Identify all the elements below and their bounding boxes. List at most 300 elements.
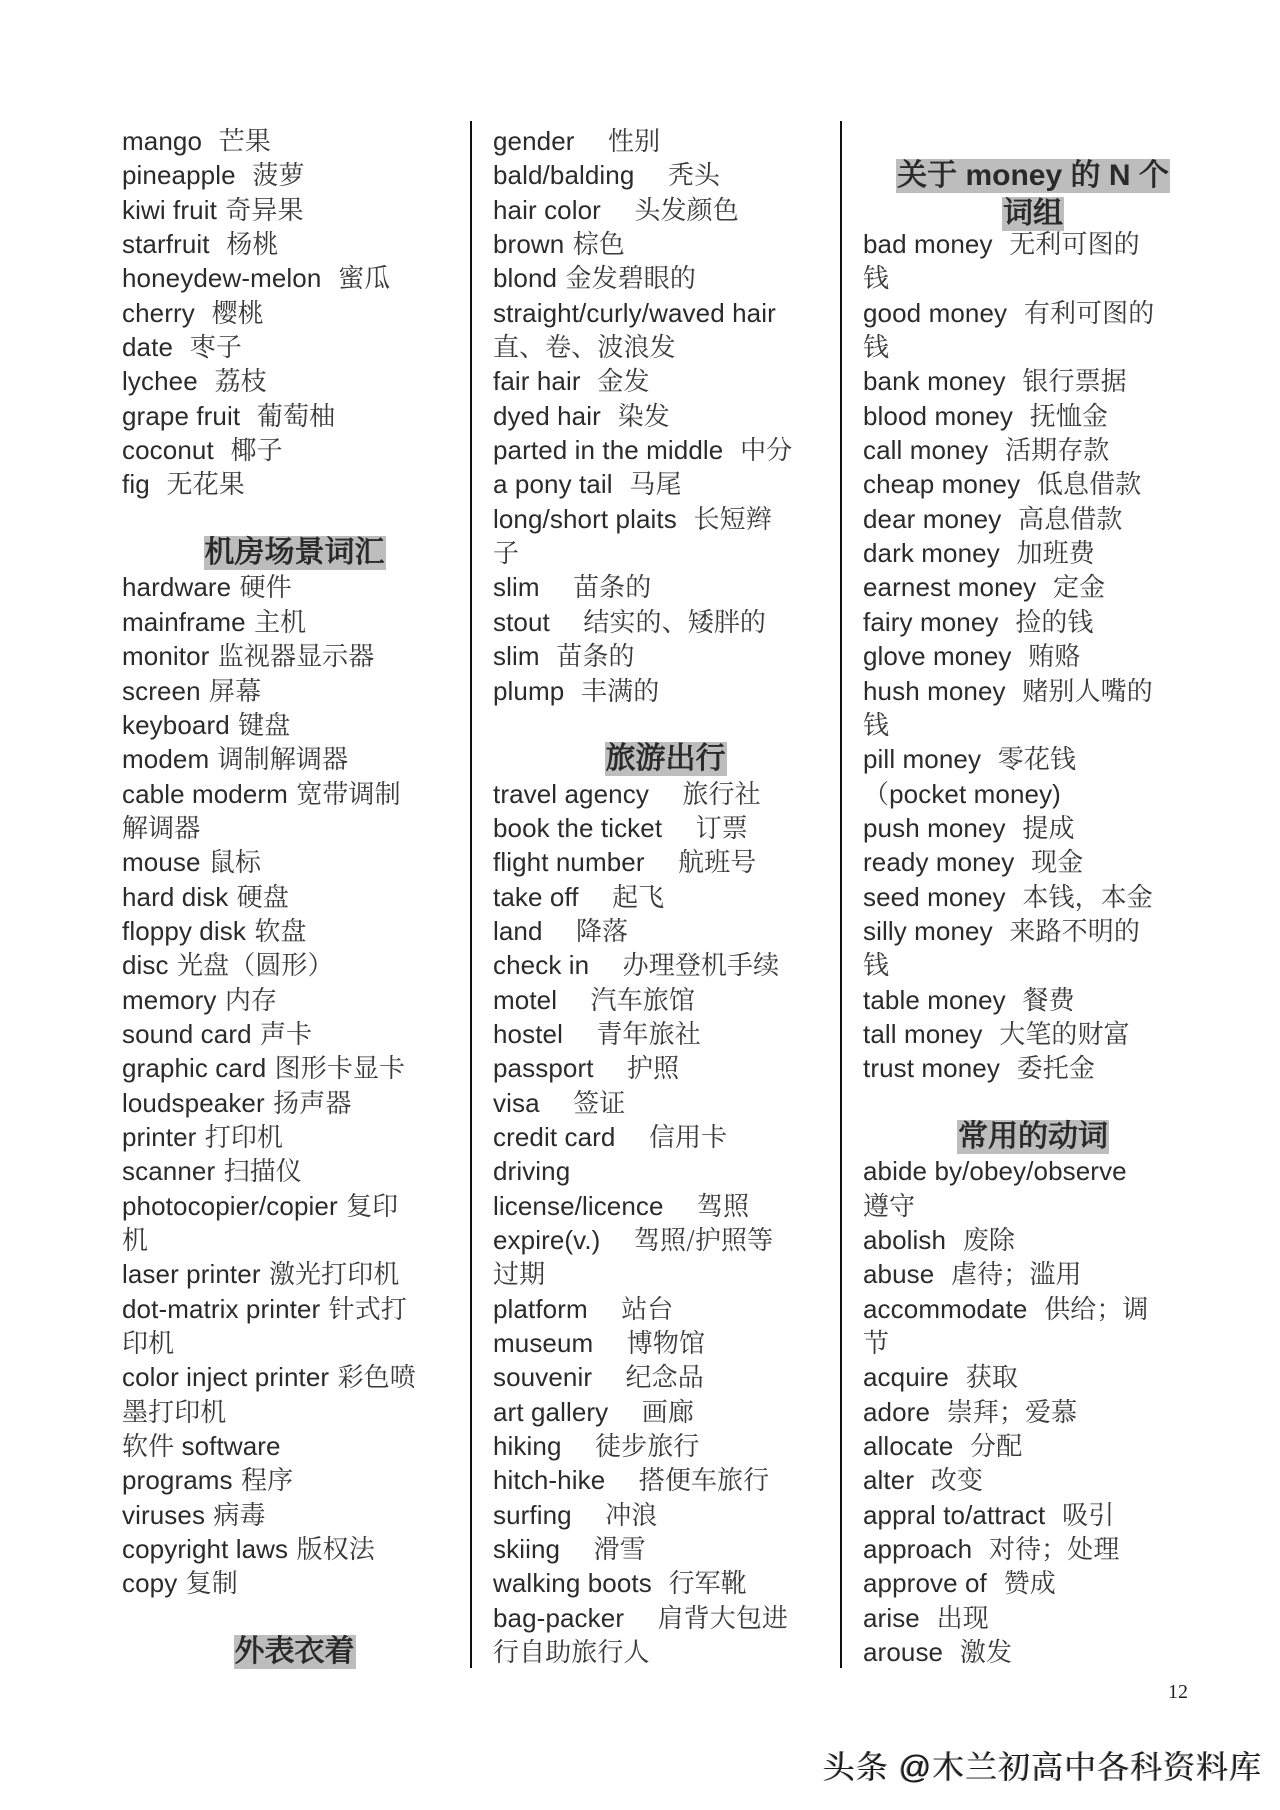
chinese-translation: 金发 <box>580 367 650 398</box>
chinese-translation: 贿赂 <box>1011 642 1081 673</box>
vocab-entry <box>493 1086 838 1120</box>
chinese-translation: 内存 <box>216 985 278 1016</box>
vocab-entry <box>863 1601 1203 1635</box>
chinese-translation: 主机 <box>245 607 307 638</box>
english-term: straight/curly/waved hair <box>493 297 776 328</box>
vocab-entry <box>863 296 1203 330</box>
chinese-translation: 节 <box>863 1329 890 1360</box>
english-term: souvenir <box>493 1362 593 1393</box>
english-term: a pony tail <box>493 469 613 500</box>
english-term: allocate <box>863 1431 954 1462</box>
chinese-translation: 病毒 <box>205 1500 266 1531</box>
vocab-entry <box>122 639 467 673</box>
vocab-entry <box>863 399 1203 433</box>
vocab-entry <box>493 1257 838 1291</box>
vocab-entry <box>493 1463 838 1497</box>
english-term: fairy money <box>863 606 999 637</box>
vocab-entry <box>122 158 467 192</box>
english-term: slim <box>493 572 540 603</box>
chinese-translation: 吸引 <box>1045 1500 1115 1531</box>
vocab-entry <box>122 605 467 639</box>
english-term: driving <box>493 1156 571 1187</box>
blank-row <box>863 1086 1203 1120</box>
vocab-entry <box>493 124 838 158</box>
vocab-entry <box>122 261 467 295</box>
chinese-translation: 激发 <box>943 1638 1013 1669</box>
vocab-entry <box>122 880 467 914</box>
vocab-entry <box>863 1566 1203 1600</box>
section-heading <box>122 1635 467 1669</box>
vocab-entry <box>493 880 838 914</box>
english-term: skiing <box>493 1534 561 1565</box>
vocab-entry <box>493 1326 838 1360</box>
english-term: surfing <box>493 1499 572 1530</box>
english-term: abuse <box>863 1259 935 1290</box>
chinese-translation: 行自助旅行人 <box>493 1638 650 1669</box>
chinese-translation: 软件 <box>122 1432 175 1463</box>
chinese-translation: 签证 <box>539 1088 626 1119</box>
english-term: viruses <box>122 1499 206 1530</box>
section-heading-text: 常用的动词 <box>958 1119 1108 1153</box>
english-term: fig <box>122 469 150 500</box>
vocab-entry <box>863 1223 1203 1257</box>
english-term: acquire <box>863 1362 949 1393</box>
chinese-translation: 搭便车旅行 <box>605 1466 770 1497</box>
chinese-translation: 银行票据 <box>1005 367 1127 398</box>
english-term: parted in the middle <box>493 435 724 466</box>
chinese-translation: 低息借款 <box>1020 470 1142 501</box>
chinese-translation: 航班号 <box>644 848 757 879</box>
chinese-translation: 青年旅社 <box>562 1019 701 1050</box>
chinese-translation: 钱 <box>863 951 890 982</box>
chinese-translation: 扫描仪 <box>215 1157 302 1188</box>
chinese-translation: 鼠标 <box>200 848 262 879</box>
chinese-translation: 有利可图的 <box>1007 298 1155 329</box>
english-term: dyed hair <box>493 400 601 431</box>
chinese-translation: 驾照/护照等 <box>600 1226 774 1256</box>
vocab-entry <box>863 948 1203 982</box>
chinese-translation: 荔枝 <box>197 367 267 398</box>
chinese-translation: 高息借款 <box>1001 504 1123 535</box>
chinese-translation: 驾照 <box>663 1191 750 1222</box>
vocab-entry <box>863 983 1203 1017</box>
english-term: mango <box>122 126 202 156</box>
chinese-translation: 出现 <box>919 1603 989 1634</box>
english-term: hitch-hike <box>493 1465 606 1496</box>
vocab-entry <box>122 983 467 1017</box>
english-term: walking boots <box>493 1568 652 1599</box>
vocab-entry <box>863 261 1203 295</box>
chinese-translation: 零花钱 <box>981 745 1077 776</box>
vocab-entry <box>863 777 1203 811</box>
section-heading <box>493 742 838 776</box>
chinese-translation: 钱 <box>863 264 890 295</box>
section-heading <box>122 536 467 570</box>
vocab-entry <box>863 914 1203 948</box>
english-term: arouse <box>863 1637 944 1668</box>
chinese-translation: 性别 <box>574 127 661 157</box>
vocab-entry <box>863 674 1203 708</box>
vocab-entry <box>493 674 838 708</box>
english-term: date <box>122 332 174 363</box>
english-term: hostel <box>493 1018 563 1049</box>
vocab-entry <box>863 1017 1203 1051</box>
chinese-translation: 印机 <box>122 1329 175 1360</box>
vocab-entry <box>863 330 1203 364</box>
chinese-translation: 博物馆 <box>593 1329 706 1360</box>
chinese-translation: 彩色喷 <box>329 1363 416 1394</box>
vocab-entry <box>493 364 838 398</box>
english-term: laser printer <box>122 1259 261 1290</box>
chinese-translation: 程序 <box>232 1466 294 1497</box>
english-term: photocopier/copier <box>122 1190 338 1221</box>
chinese-translation: 长短辫 <box>676 504 772 535</box>
chinese-translation: 键盘 <box>229 710 291 741</box>
english-term: silly money <box>863 915 993 946</box>
english-term: flight number <box>493 847 645 878</box>
vocab-entry <box>122 227 467 261</box>
vocab-entry <box>493 845 838 879</box>
chinese-translation: 葡萄柚 <box>240 401 336 432</box>
english-term: credit card <box>493 1121 616 1152</box>
vocab-entry <box>493 777 838 811</box>
english-term: land <box>493 915 543 946</box>
english-term: abide by/obey/observe <box>863 1156 1127 1187</box>
chinese-translation: 枣子 <box>173 333 242 364</box>
blank-row <box>493 708 838 742</box>
vocab-entry <box>122 1189 467 1223</box>
chinese-translation: 供给；调 <box>1027 1294 1149 1325</box>
vocab-entry <box>493 1189 838 1223</box>
chinese-translation: 屏幕 <box>200 676 262 707</box>
english-term: modem <box>122 744 210 775</box>
vocab-entry <box>493 433 838 467</box>
english-term: sound card <box>122 1018 252 1049</box>
english-term: mouse <box>122 847 201 878</box>
vocab-entry <box>493 536 838 570</box>
column-divider <box>840 121 842 1668</box>
english-term: long/short plaits <box>493 503 677 534</box>
vocab-entry <box>122 1086 467 1120</box>
vocab-entry <box>863 364 1203 398</box>
column-divider <box>470 121 472 1668</box>
vocab-column-3 <box>863 124 1203 1669</box>
chinese-translation: 站台 <box>587 1294 674 1325</box>
chinese-translation: 无利可图的 <box>992 230 1140 261</box>
vocab-entry <box>863 1189 1203 1223</box>
vocab-entry <box>493 1532 838 1566</box>
chinese-translation: 扬声器 <box>264 1088 352 1119</box>
chinese-translation: 版权法 <box>288 1535 375 1566</box>
vocab-entry <box>493 227 838 261</box>
english-term: book the ticket <box>493 812 663 843</box>
vocab-entry <box>122 1292 467 1326</box>
english-term: pineapple <box>122 160 236 191</box>
page-number: 12 <box>1168 1681 1188 1703</box>
english-term: kiwi fruit <box>122 194 217 225</box>
vocab-entry <box>493 1292 838 1326</box>
section-heading-line-2: 词组 <box>1003 197 1063 231</box>
vocab-entry <box>493 605 838 639</box>
english-term: bank money <box>863 366 1006 397</box>
vocab-entry <box>863 433 1203 467</box>
vocab-entry <box>863 1429 1203 1463</box>
english-term: cheap money <box>863 469 1021 500</box>
chinese-translation: 办理登机手续 <box>589 951 780 982</box>
vocab-entry <box>863 742 1203 776</box>
english-term: memory <box>122 984 217 1015</box>
english-term: honeydew-melon <box>122 263 322 294</box>
chinese-translation: 硬盘 <box>228 882 289 913</box>
vocab-entry <box>493 1051 838 1085</box>
english-term: adore <box>863 1396 930 1427</box>
vocab-entry <box>863 1532 1203 1566</box>
chinese-translation: 染发 <box>600 401 670 432</box>
chinese-translation: 遵守 <box>863 1191 916 1222</box>
vocab-entry <box>493 1601 838 1635</box>
english-term: passport <box>493 1053 594 1084</box>
english-term: travel agency <box>493 778 649 809</box>
chinese-translation: 抚恤金 <box>1012 401 1109 432</box>
chinese-translation: 画廊 <box>608 1397 694 1428</box>
vocab-entry <box>122 193 467 227</box>
chinese-translation: 图形卡显卡 <box>266 1054 406 1085</box>
chinese-translation: 定金 <box>1036 573 1106 604</box>
english-term: museum <box>493 1328 594 1359</box>
english-term: keyboard <box>122 709 230 740</box>
vocab-entry <box>122 1051 467 1085</box>
english-term: screen <box>122 675 201 706</box>
chinese-translation: 捡的钱 <box>998 607 1094 638</box>
watermark: 头条 @木兰初高中各科资料库 <box>823 1749 1263 1785</box>
vocab-entry <box>493 914 838 948</box>
chinese-translation: 赌别人嘴的 <box>1005 676 1153 707</box>
english-term: hush money <box>863 675 1006 706</box>
vocab-entry <box>493 399 838 433</box>
vocab-entry <box>122 708 467 742</box>
english-term: arise <box>863 1602 920 1633</box>
vocab-entry <box>122 330 467 364</box>
vocab-entry <box>122 399 467 433</box>
chinese-translation: 监视器显示器 <box>209 642 375 673</box>
chinese-translation: 虐待；滥用 <box>934 1260 1082 1291</box>
vocab-entry <box>122 296 467 330</box>
blank-row <box>122 502 467 536</box>
english-term: visa <box>493 1087 540 1118</box>
chinese-translation: 降落 <box>542 916 629 947</box>
chinese-translation: 打印机 <box>196 1122 284 1153</box>
blank-row <box>122 1601 467 1635</box>
english-term: glove money <box>863 641 1012 672</box>
chinese-translation: 滑雪 <box>560 1535 646 1566</box>
chinese-translation: 汽车旅馆 <box>557 985 695 1016</box>
vocab-entry <box>122 1463 467 1497</box>
chinese-translation: 餐费 <box>1005 985 1075 1016</box>
english-term: dear money <box>863 503 1002 534</box>
vocab-entry <box>863 1360 1203 1394</box>
vocab-entry <box>122 1257 467 1291</box>
vocab-entry <box>493 570 838 604</box>
section-heading <box>863 158 1203 231</box>
english-term: accommodate <box>863 1293 1028 1324</box>
chinese-translation: 硬件 <box>231 573 292 604</box>
vocab-entry <box>493 261 838 295</box>
english-term: pocket money) <box>889 778 1061 809</box>
vocab-entry <box>122 570 467 604</box>
vocab-entry <box>863 811 1203 845</box>
vocab-entry <box>493 1395 838 1429</box>
vocab-entry <box>122 914 467 948</box>
vocab-entry <box>863 1257 1203 1291</box>
english-term: printer <box>122 1121 197 1152</box>
section-heading-text: 外表衣着 <box>234 1635 355 1669</box>
chinese-translation: 苗条的 <box>539 642 635 673</box>
vocab-column-1 <box>122 124 467 1669</box>
vocab-entry <box>493 502 838 536</box>
chinese-translation: 活期存款 <box>988 436 1110 467</box>
english-term: motel <box>493 984 558 1015</box>
chinese-translation: 中分 <box>723 436 793 467</box>
vocab-column-2 <box>493 124 838 1669</box>
chinese-translation: 旅行社 <box>648 779 761 810</box>
english-term: approach <box>863 1534 973 1565</box>
vocab-entry <box>493 193 838 227</box>
chinese-translation: 本钱，本金 <box>1005 882 1153 913</box>
vocab-entry <box>493 983 838 1017</box>
english-term: hardware <box>122 572 232 603</box>
english-term: graphic card <box>122 1053 267 1084</box>
vocab-entry <box>122 811 467 845</box>
english-term: programs <box>122 1465 233 1496</box>
chinese-translation: 软盘 <box>245 916 307 947</box>
chinese-translation: 声卡 <box>251 1019 313 1050</box>
english-term: license/licence <box>493 1190 664 1221</box>
vocab-entry <box>122 364 467 398</box>
english-term: push money <box>863 812 1006 843</box>
english-term: copy <box>122 1568 178 1599</box>
vocab-entry <box>122 1017 467 1051</box>
english-term: gender <box>493 126 575 156</box>
english-term: bald/balding <box>493 160 635 191</box>
vocab-entry <box>863 1498 1203 1532</box>
english-term: loudspeaker <box>122 1087 265 1118</box>
english-term: trust money <box>863 1053 1000 1084</box>
chinese-translation: 对待；处理 <box>972 1535 1120 1566</box>
vocab-entry <box>122 433 467 467</box>
english-term: disc <box>122 950 169 981</box>
vocab-entry <box>863 1635 1203 1669</box>
chinese-translation: 调制解调器 <box>209 745 349 776</box>
chinese-translation: 肩背大包进 <box>624 1603 789 1634</box>
chinese-translation: 菠萝 <box>235 161 305 192</box>
english-term: abolish <box>863 1225 947 1255</box>
english-term: stout <box>493 606 550 637</box>
english-term: hiking <box>493 1431 562 1462</box>
vocab-entry <box>122 1360 467 1394</box>
english-term: pill money <box>863 744 982 775</box>
chinese-translation: 提成 <box>1005 813 1075 844</box>
chinese-translation: 崇拜；爱慕 <box>930 1397 1078 1428</box>
chinese-translation: 获取 <box>948 1363 1018 1394</box>
english-term: check in <box>493 950 590 981</box>
chinese-translation: 纪念品 <box>592 1363 704 1394</box>
chinese-translation: 行军靴 <box>651 1569 747 1600</box>
vocab-entry <box>863 1395 1203 1429</box>
english-term: bad money <box>863 229 993 260</box>
english-term: bag-packer <box>493 1602 625 1633</box>
chinese-translation: 加班费 <box>999 539 1095 570</box>
chinese-translation: 钱 <box>863 333 890 364</box>
english-term: copyright laws <box>122 1534 289 1565</box>
vocab-entry <box>493 330 838 364</box>
chinese-translation: 信用卡 <box>615 1122 728 1153</box>
english-term: dot-matrix printer <box>122 1293 321 1324</box>
vocab-entry <box>863 880 1203 914</box>
english-term: blood money <box>863 400 1013 431</box>
chinese-translation: 大笔的财富 <box>982 1019 1130 1050</box>
english-term: approve of <box>863 1568 987 1599</box>
vocab-entry <box>122 1120 467 1154</box>
vocab-entry <box>122 777 467 811</box>
chinese-translation: 结实的、矮胖的 <box>549 607 767 638</box>
vocab-entry <box>863 708 1203 742</box>
vocab-entry <box>122 1223 467 1257</box>
chinese-translation: 激光打印机 <box>260 1260 400 1291</box>
vocab-entry <box>493 1429 838 1463</box>
chinese-translation: 护照 <box>593 1054 680 1085</box>
vocab-entry <box>493 811 838 845</box>
chinese-translation: 秃头 <box>634 161 721 192</box>
english-term: color inject printer <box>122 1362 330 1393</box>
english-term: software <box>174 1431 281 1462</box>
english-term: scanner <box>122 1156 216 1187</box>
chinese-translation: 起飞 <box>578 882 665 913</box>
vocab-entry <box>493 467 838 501</box>
english-term: expire(v.) <box>493 1225 601 1255</box>
vocab-entry <box>863 227 1203 261</box>
chinese-translation: （ <box>863 779 890 810</box>
vocab-entry <box>863 502 1203 536</box>
english-term: starfruit <box>122 229 210 260</box>
english-term: cable moderm <box>122 778 288 809</box>
chinese-translation: 分配 <box>953 1432 1023 1463</box>
chinese-translation: 金发碧眼的 <box>557 264 696 295</box>
vocab-entry <box>493 158 838 192</box>
english-term: brown <box>493 229 565 260</box>
chinese-translation: 光盘（圆形） <box>168 951 334 982</box>
english-term: seed money <box>863 881 1006 912</box>
chinese-translation: 宽带调制 <box>287 779 401 810</box>
english-term: good money <box>863 297 1008 328</box>
english-term: dark money <box>863 538 1000 569</box>
chinese-translation: 棕色 <box>564 230 625 261</box>
vocab-entry <box>122 467 467 501</box>
chinese-translation: 马尾 <box>612 470 682 501</box>
english-term: appral to/attract <box>863 1499 1046 1530</box>
vocab-entry <box>493 948 838 982</box>
english-term: hard disk <box>122 881 229 912</box>
chinese-translation: 无花果 <box>149 470 245 501</box>
english-term: art gallery <box>493 1396 609 1427</box>
vocab-entry <box>122 124 467 158</box>
english-term: lychee <box>122 366 198 397</box>
section-heading-line-1: 关于 money 的 N 个 <box>897 159 1169 193</box>
chinese-translation: 芒果 <box>202 127 271 157</box>
vocab-entry <box>863 1051 1203 1085</box>
vocab-entry <box>493 1498 838 1532</box>
english-term: earnest money <box>863 572 1037 603</box>
english-term: floppy disk <box>122 915 246 946</box>
